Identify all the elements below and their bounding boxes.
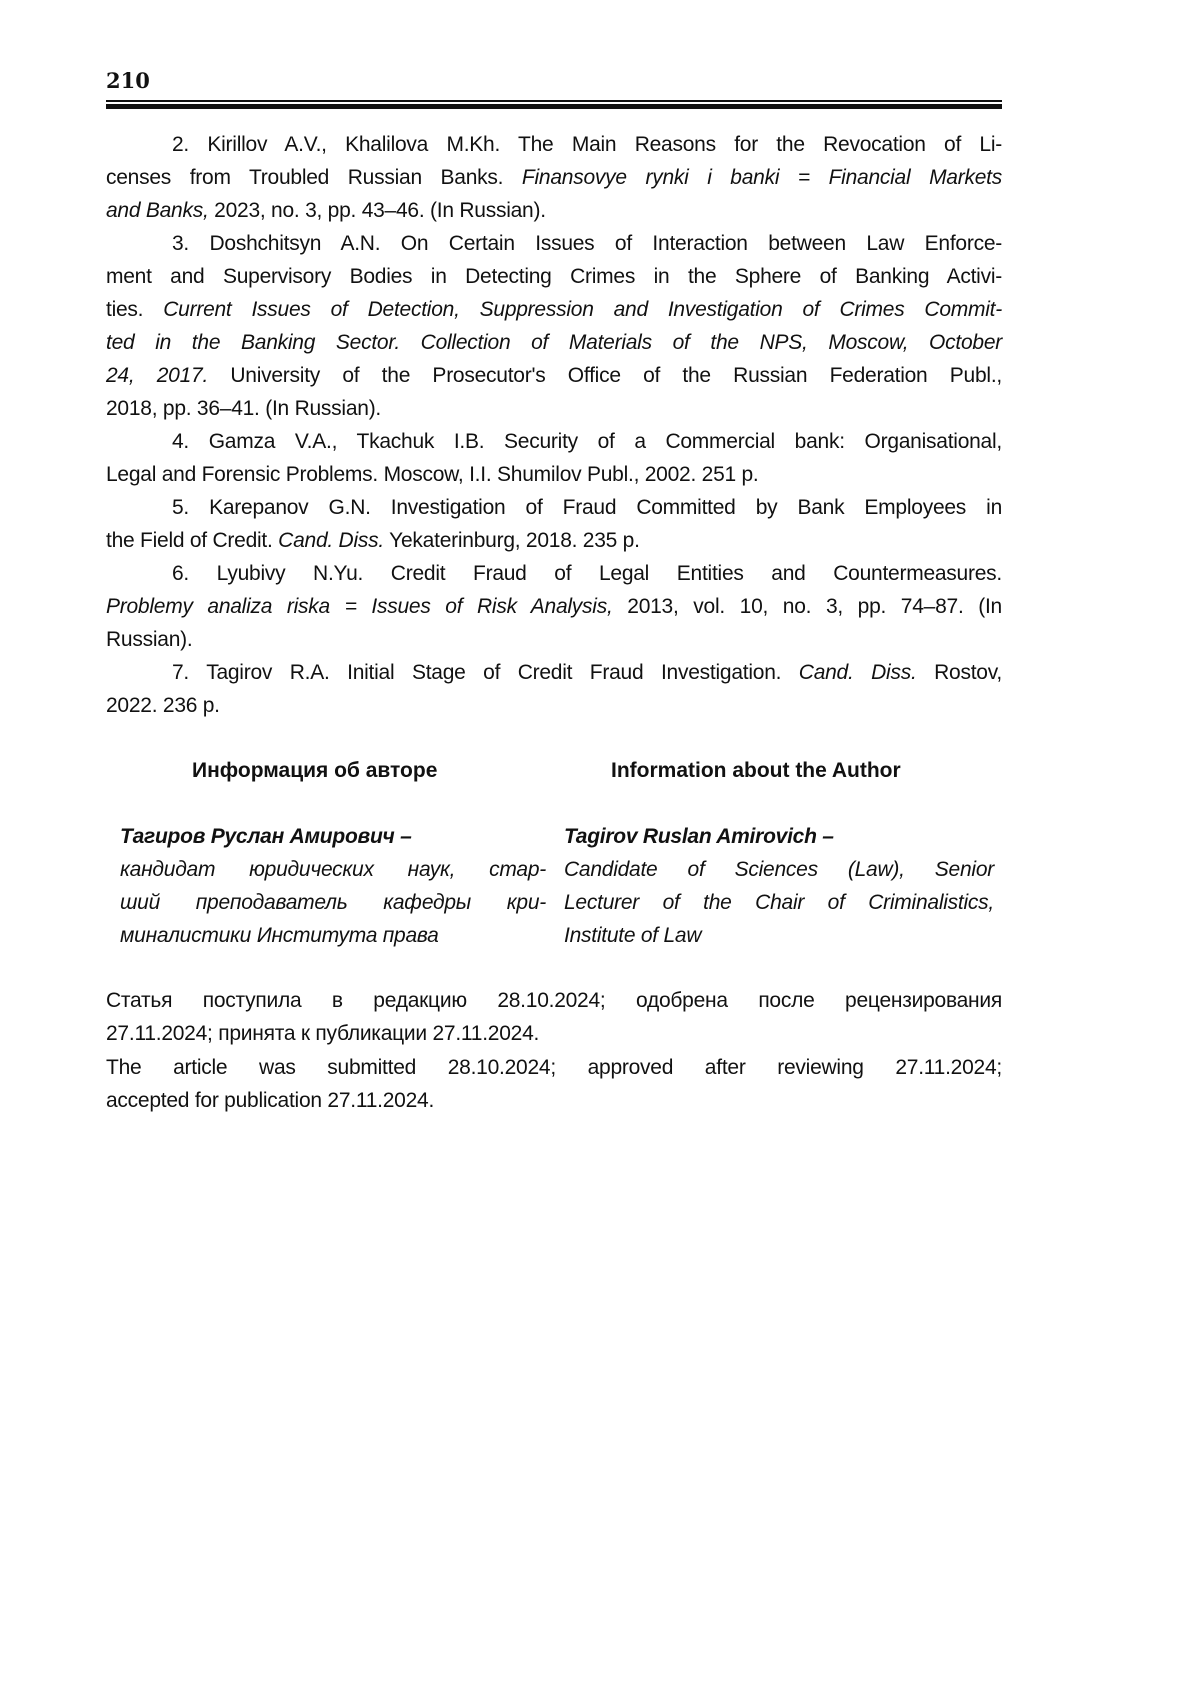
reference-line	[106, 491, 1002, 524]
reference-line	[106, 458, 1002, 491]
reference-text: 2022. 236 p.	[106, 694, 220, 717]
reference-line	[106, 293, 1002, 326]
author-desc-line: миналистики Института права	[120, 924, 439, 947]
dates-ru-line: Статья поступила в редакцию 28.10.2024; одобрена после рецензирования	[106, 989, 1002, 1012]
reference-text: 2018, pp. 36–41. (In Russian).	[106, 397, 382, 420]
reference-source-italic: Cand. Diss.	[798, 661, 917, 684]
reference-line	[106, 557, 1002, 590]
author-desc-line: Institute of Law	[564, 924, 702, 947]
author-heading-en: Information about the Author	[611, 759, 901, 782]
header-rule-thick	[106, 104, 1002, 109]
reference-source-italic: Cand. Diss.	[278, 529, 384, 552]
reference-text: 3. Doshchitsyn A.N. On Certain Issues of Interaction between Law Enforce-	[172, 232, 1002, 255]
author-headings	[106, 754, 1002, 788]
reference-line	[106, 623, 1002, 656]
author-heading-ru: Информация об авторе	[192, 759, 438, 782]
author-name-en: Tagirov Ruslan Amirovich –	[564, 825, 834, 848]
reference-text: Rostov,	[916, 661, 1003, 684]
dates-ru-line: 27.11.2024; принята к публикации 27.11.2024.	[106, 1022, 540, 1045]
reference-line	[106, 425, 1002, 458]
reference-line	[106, 194, 1002, 227]
reference-item	[106, 557, 1002, 656]
reference-text: 2. Kirillov A.V., Khalilova M.Kh. The Main Reasons for the Revocation of Li-	[172, 133, 1002, 156]
reference-text: 5. Karepanov G.N. Investigation of Fraud Committed by Bank Employees in	[172, 496, 1002, 519]
author-info-ru	[120, 820, 546, 952]
reference-text: Yekaterinburg, 2018. 235 p.	[383, 529, 640, 552]
author-desc-line: кандидат юридических наук, стар-	[120, 858, 546, 881]
reference-text: Russian).	[106, 628, 193, 651]
reference-source-italic: ted in the Banking Sector. Collection of Materials of the NPS, Moscow, October	[106, 331, 1002, 354]
article-dates	[106, 984, 1002, 1117]
reference-line	[106, 590, 1002, 623]
header-rule-thin	[106, 100, 1002, 102]
reference-source-italic: Current Issues of Detection, Suppression and Investigation of Crimes Commit-	[163, 298, 1002, 321]
author-desc-line: ший преподаватель кафедры кри-	[120, 891, 546, 914]
reference-item	[106, 656, 1002, 722]
reference-line	[106, 326, 1002, 359]
reference-line	[106, 656, 1002, 689]
reference-text: 2013, vol. 10, no. 3, pp. 74–87. (In	[612, 595, 1002, 618]
reference-text: ment and Supervisory Bodies in Detecting Crimes in the Sphere of Banking Activi-	[106, 265, 1002, 288]
reference-text: ties.	[106, 298, 164, 321]
dates-en-line: accepted for publication 27.11.2024.	[106, 1089, 435, 1112]
reference-text: University of the Prosecutor's Office of the Russian Federation Publ.,	[208, 364, 1002, 387]
reference-text: the Field of Credit.	[106, 529, 279, 552]
dates-en-line: The article was submitted 28.10.2024; approved after reviewing 27.11.2024;	[106, 1056, 1002, 1079]
reference-text: 7. Tagirov R.A. Initial Stage of Credit Fraud Investigation.	[172, 661, 799, 684]
reference-line	[106, 227, 1002, 260]
author-desc-line: Candidate of Sciences (Law), Senior	[564, 858, 994, 881]
reference-text: 2023, no. 3, pp. 43–46. (In Russian).	[208, 199, 546, 222]
reference-line	[106, 260, 1002, 293]
reference-text: 6. Lyubivy N.Yu. Credit Fraud of Legal Entities and Countermeasures.	[172, 562, 1002, 585]
reference-source-italic: Problemy analiza riska = Issues of Risk Analysis,	[106, 595, 613, 618]
references-list	[106, 128, 1002, 722]
reference-line	[106, 524, 1002, 557]
reference-item	[106, 227, 1002, 425]
reference-text: Legal and Forensic Problems. Moscow, I.I. Shumilov Publ., 2002. 251 p.	[106, 463, 759, 486]
reference-source-italic: and Banks,	[106, 199, 209, 222]
page-number: 210	[106, 68, 150, 93]
reference-line	[106, 161, 1002, 194]
reference-item	[106, 491, 1002, 557]
reference-line	[106, 128, 1002, 161]
reference-text: 4. Gamza V.A., Tkachuk I.B. Security of a Commercial bank: Organisational,	[172, 430, 1002, 453]
author-desc-line: Lecturer of the Chair of Criminalistics,	[564, 891, 994, 914]
reference-source-italic: 24, 2017.	[106, 364, 209, 387]
reference-item	[106, 128, 1002, 227]
reference-text: censes from Troubled Russian Banks.	[106, 166, 522, 189]
reference-line	[106, 689, 1002, 722]
author-info-en	[564, 820, 994, 952]
reference-line	[106, 359, 1002, 392]
reference-source-italic: Finansovye rynki i banki = Financial Markets	[521, 166, 1002, 189]
reference-line	[106, 392, 1002, 425]
reference-item	[106, 425, 1002, 491]
author-name-ru: Тагиров Руслан Амирович –	[120, 825, 412, 848]
